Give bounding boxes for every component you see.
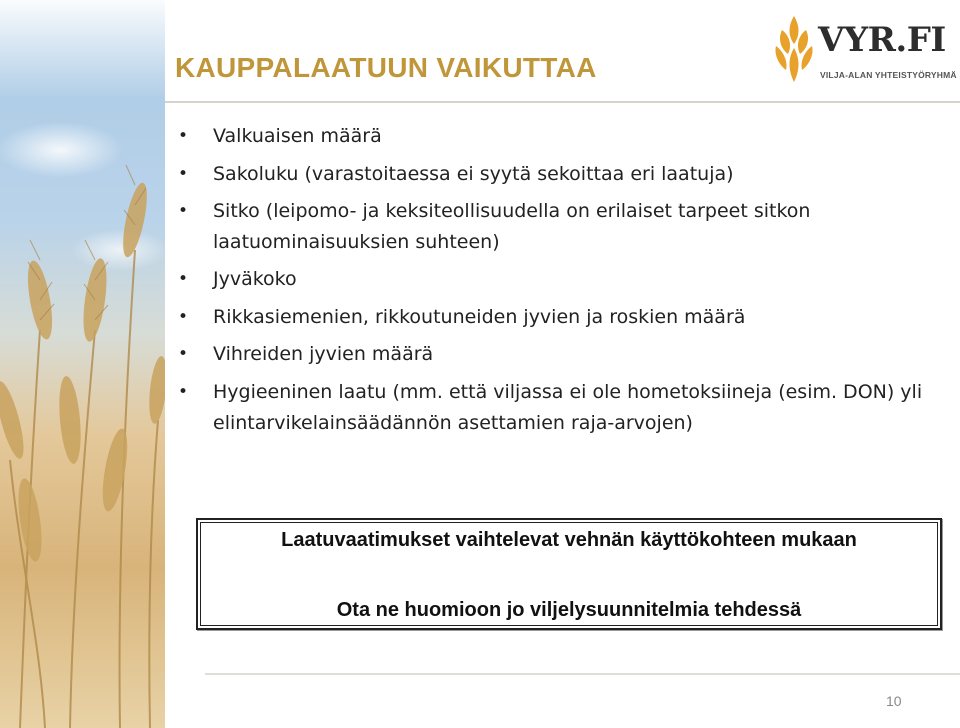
bullet-list xyxy=(178,118,938,442)
bullet-item: • Rikkasiemenien, rikkoutuneiden jyvien ja roskien määrä xyxy=(178,299,938,337)
notice-line-2: Ota ne huomioon jo viljelysuunnitelmia tehdessä xyxy=(336,599,802,621)
bullet-item: • Sakoluku (varastoitaessa ei syytä sekoittaa eri laatuja) xyxy=(178,156,938,194)
vyr-logo xyxy=(770,12,957,88)
bullet-item: • Jyväkoko xyxy=(178,261,938,299)
notice-line-1: Laatuvaatimukset vaihtelevat vehnän käyttökohteen mukaan xyxy=(281,529,857,551)
bullet-item: • Valkuaisen määrä xyxy=(178,118,938,156)
bullet-item: • Sitko (leipomo- ja keksiteollisuudella on erilaiset tarpeet sitkon laatuominaisuuksien suhteen) xyxy=(178,196,938,258)
logo-subtitle: VILJA-ALAN YHTEISTYÖRYHMÄ xyxy=(820,70,957,80)
wheat-flame-icon xyxy=(770,12,818,88)
header-divider xyxy=(165,101,960,103)
photo-top-fade xyxy=(0,0,165,100)
bullet-item: • Vihreiden jyvien määrä xyxy=(178,336,938,374)
bullet-item: • Hygieeninen laatu (mm. että viljassa ei ole hometoksiineja (esim. DON) yli elintarvikelainsäädännön asettamien raja-arvojen) xyxy=(178,377,938,439)
wheat-stalks-illustration xyxy=(0,0,165,728)
notice-box xyxy=(196,518,942,630)
wheat-photo xyxy=(0,0,165,728)
logo-name: VYR.FI xyxy=(818,20,946,60)
footer-divider xyxy=(205,673,960,675)
notice-box-inner xyxy=(200,522,938,626)
page-number: 10 xyxy=(886,693,902,709)
slide-title: KAUPPALAATUUN VAIKUTTAA xyxy=(175,52,597,83)
